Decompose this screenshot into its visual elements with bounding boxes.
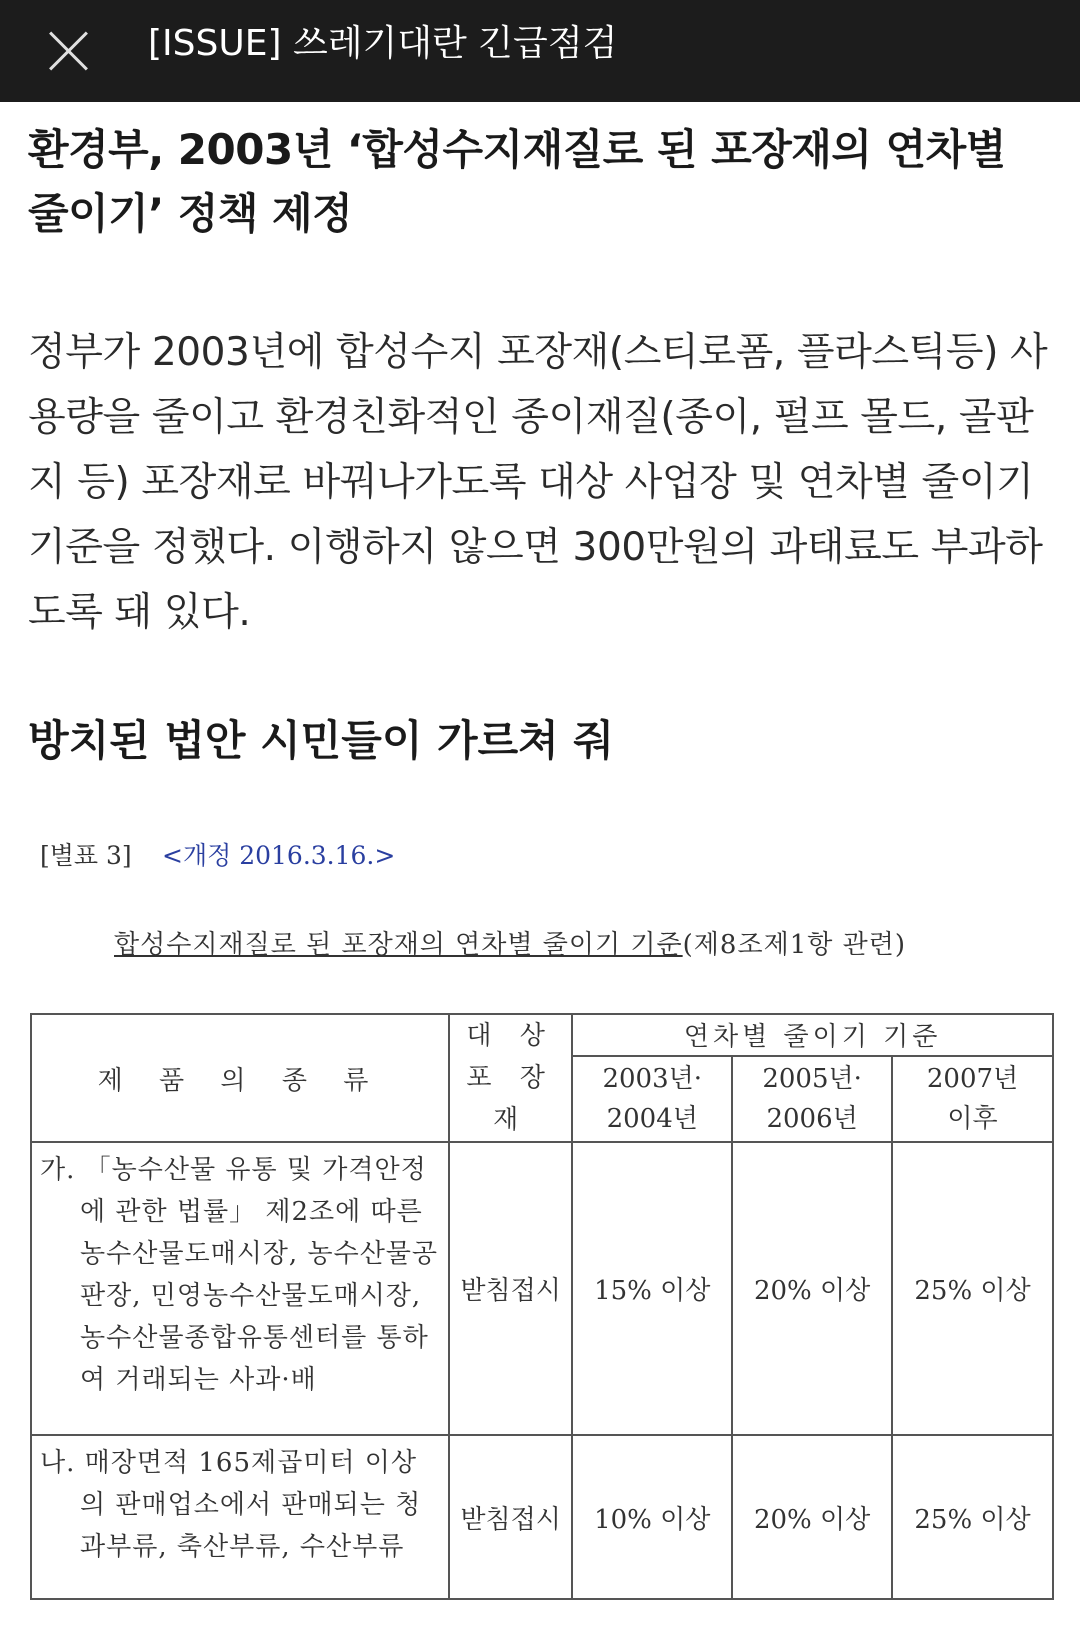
row-item xyxy=(31,1142,449,1435)
article-subheading: 방치된 법안 시민들이 가르쳐 줘 xyxy=(28,716,614,765)
header-product-type: 제 품 의 종 류 xyxy=(31,1014,449,1142)
header-row xyxy=(31,1014,1053,1056)
top-app-bar xyxy=(0,0,1080,102)
row-value: 20% 이상 xyxy=(732,1142,892,1435)
row-packaging: 받침접시 xyxy=(449,1142,572,1435)
close-icon[interactable] xyxy=(40,22,98,80)
row-item xyxy=(31,1435,449,1599)
header-target-packaging: 대 상 포 장 재 xyxy=(449,1014,572,1142)
row-value: 20% 이상 xyxy=(732,1435,892,1599)
article-body: 정부가 2003년에 합성수지 포장재(스티로폼, 플라스틱등) 사용량을 줄이고 환경친화적인 종이재질(종이, 펄프 몰드, 골판지 등) 포장재로 바꿔나가도록 대상 사업장 및 연차별 줄이기 기준을 정했다. 이행하지 않으면 300만원의 과태료도 부과하도록 돼 있다. xyxy=(28,330,1048,635)
header-period-2: 2005년· 2006년 xyxy=(732,1056,892,1142)
table-row xyxy=(31,1435,1053,1599)
revision-date: <개정 2016.3.16.> xyxy=(162,841,396,870)
table-title xyxy=(114,924,906,961)
article-headline: 환경부, 2003년 ‘합성수지재질로 된 포장재의 연차별 줄이기’ 정책 제정 xyxy=(28,125,1006,238)
row-value: 25% 이상 xyxy=(892,1435,1053,1599)
document-image xyxy=(30,828,1054,1628)
reduction-standard-table xyxy=(30,1013,1054,1600)
topbar-title: [ISSUE] 쓰레기대란 긴급점검 xyxy=(148,23,618,64)
header-annual-standard: 연차별 줄이기 기준 xyxy=(572,1014,1053,1056)
row-value: 15% 이상 xyxy=(572,1142,732,1435)
table-title-main: 합성수지재질로 된 포장재의 연차별 줄이기 기준 xyxy=(114,930,683,960)
table-row xyxy=(31,1142,1053,1435)
annex-label: [별표 3] xyxy=(40,841,132,870)
header-period-3: 2007년 이후 xyxy=(892,1056,1053,1142)
row-value: 10% 이상 xyxy=(572,1435,732,1599)
article-header xyxy=(28,118,1058,246)
header-period-1: 2003년· 2004년 xyxy=(572,1056,732,1142)
row-item-text: 나. 매장면적 165제곱미터 이상의 판매업소에서 판매되는 청과부류, 축산부류, 수산부류 xyxy=(40,1448,422,1562)
table-title-suffix: (제8조제1항 관련) xyxy=(682,930,906,960)
row-value: 25% 이상 xyxy=(892,1142,1053,1435)
row-packaging: 받침접시 xyxy=(449,1435,572,1599)
row-item-text: 가. 「농수산물 유통 및 가격안정에 관한 법률」 제2조에 따른 농수산물도매시장, 농수산물공판장, 민영농수산물도매시장, 농수산물종합유통센터를 통하여 거래되는 사과·배 xyxy=(40,1155,439,1395)
